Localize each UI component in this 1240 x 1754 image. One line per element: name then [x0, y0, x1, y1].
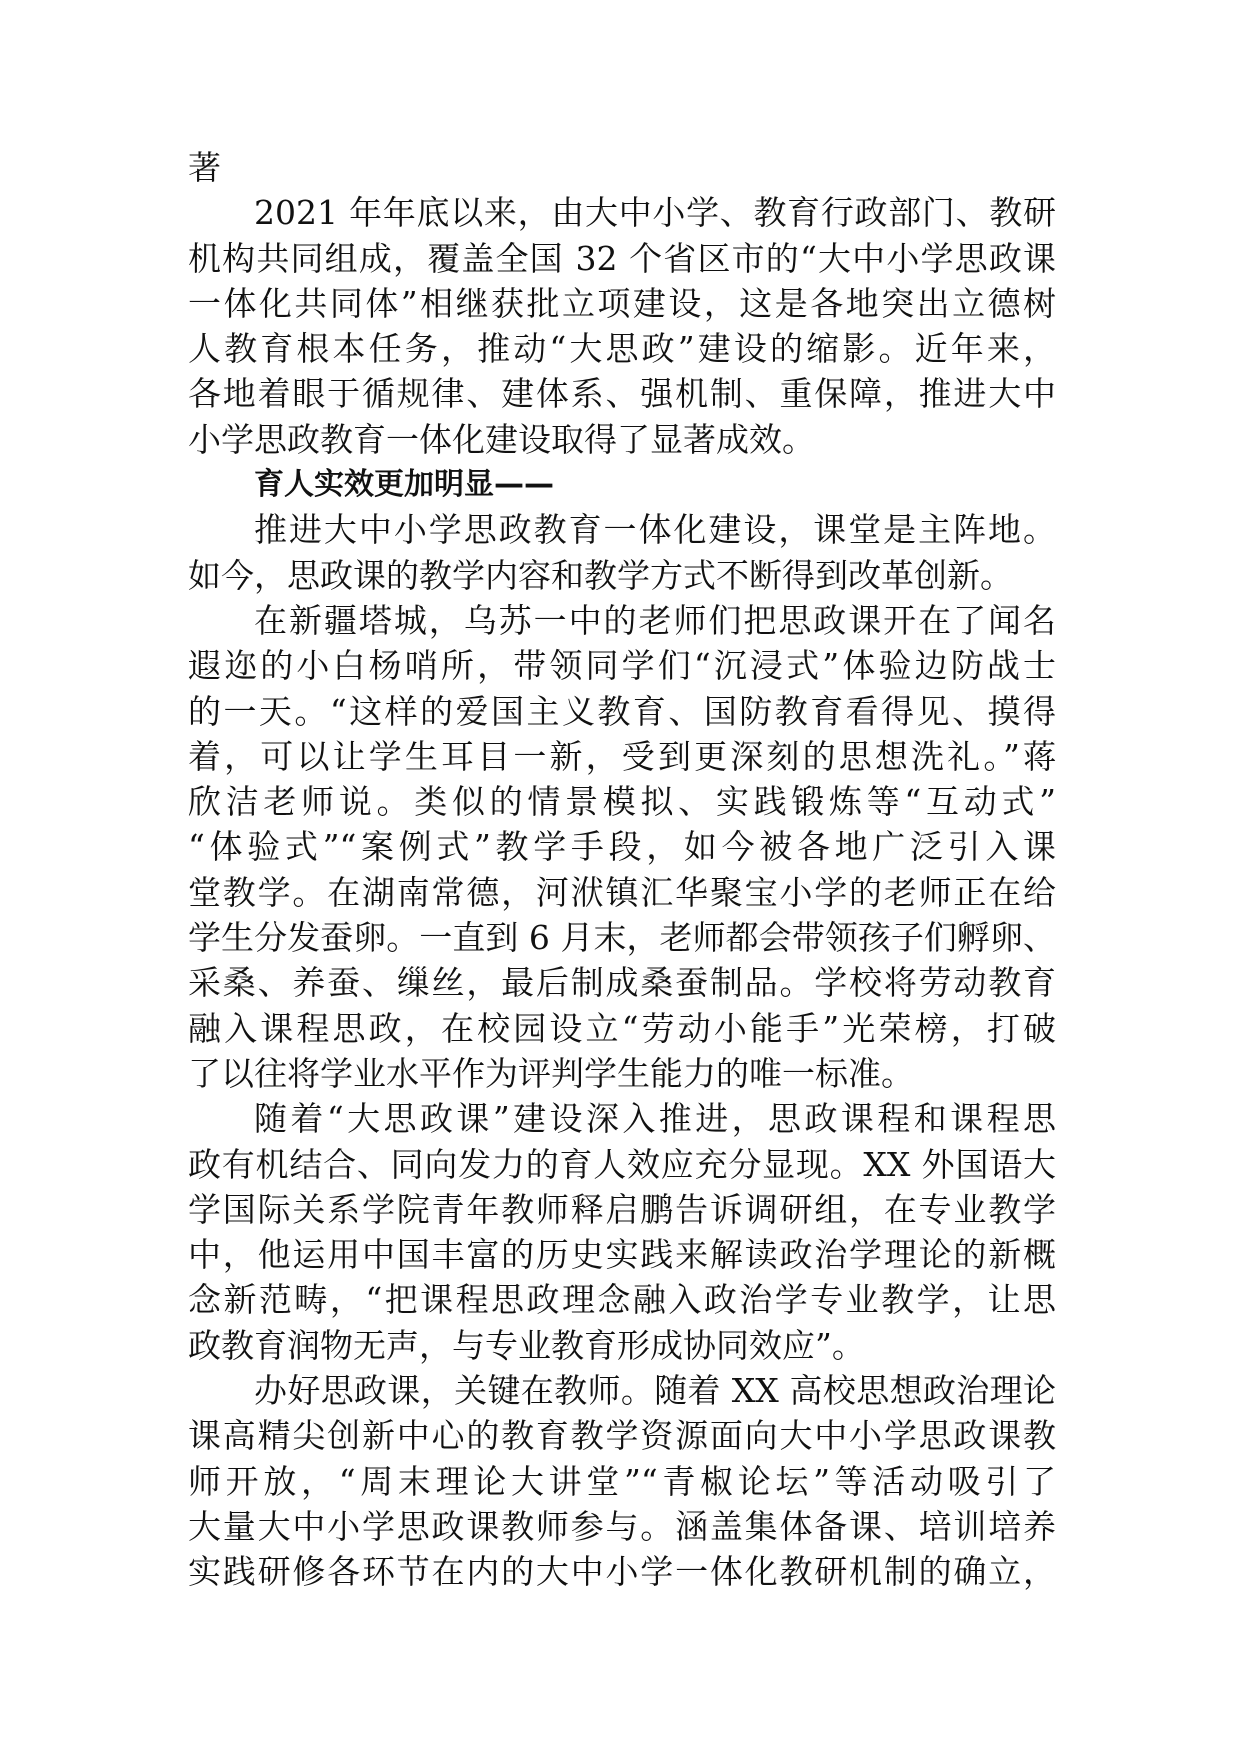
text-line: 政有机结合、同向发力的育人效应充分显现。XX 外国语大: [188, 1144, 1056, 1184]
text-line: 堂教学。在湖南常德，河洑镇汇华聚宝小学的老师正在给: [188, 872, 1056, 912]
text-line: 2021 年年底以来，由大中小学、教育行政部门、教研: [254, 193, 1056, 233]
text-line: 遐迩的小白杨哨所，带领同学们“沉浸式”体验边防战士: [188, 646, 1056, 686]
paragraph-big-ideology: [188, 1096, 1056, 1368]
text-line: 办好思政课，关键在教师。随着 XX 高校思想政治理论: [254, 1371, 1056, 1411]
text-line: 融入课程思政，在校园设立“劳动小能手”光荣榜，打破: [188, 1008, 1056, 1048]
text-line: 如今，思政课的教学内容和教学方式不断得到改革创新。: [188, 555, 1013, 595]
text-line: 人教育根本任务，推动“大思政”建设的缩影。近年来，: [188, 329, 1056, 369]
paragraph-xinjiang: [188, 598, 1056, 1096]
text-line: 欣洁老师说。类似的情景模拟、实践锻炼等“互动式”: [188, 782, 1056, 822]
section-heading: 育人实效更加明显——: [254, 467, 554, 503]
text-line: 师开放，“周末理论大讲堂”“青椒论坛”等活动吸引了: [188, 1461, 1056, 1501]
text-line: 在新疆塔城，乌苏一中的老师们把思政课开在了闻名: [254, 600, 1056, 640]
text-line: 随着“大思政课”建设深入推进，思政课程和课程思: [254, 1099, 1056, 1139]
fragment-line: 著: [188, 148, 221, 187]
text-line: 政教育润物无声，与专业教育形成协同效应”。: [188, 1325, 865, 1365]
text-line: 一体化共同体”相继获批立项建设，这是各地突出立德树: [188, 283, 1056, 323]
text-line: 中，他运用中国丰富的历史实践来解读政治学理论的新概: [188, 1235, 1056, 1275]
text-line: 实践研修各环节在内的大中小学一体化教研机制的确立，: [188, 1552, 1056, 1592]
text-line: 采桑、养蚕、缫丝，最后制成桑蚕制品。学校将劳动教育: [188, 963, 1056, 1003]
text-line: 了以往将学业水平作为评判学生能力的唯一标准。: [188, 1053, 914, 1093]
text-line: 学国际关系学院青年教师释启鹏告诉调研组，在专业教学: [188, 1189, 1056, 1229]
text-line: 的一天。“这样的爱国主义教育、国防教育看得见、摸得: [188, 691, 1056, 731]
text-line: 小学思政教育一体化建设取得了显著成效。: [188, 419, 815, 459]
text-line: “体验式”“案例式”教学手段，如今被各地广泛引入课: [188, 827, 1056, 867]
document-page: [188, 145, 1056, 1595]
text-line: 各地着眼于循规律、建体系、强机制、重保障，推进大中: [188, 374, 1056, 414]
text-line: 推进大中小学思政教育一体化建设，课堂是主阵地。: [254, 510, 1056, 550]
text-line: 念新范畴，“把课程思政理念融入政治学专业教学，让思: [188, 1280, 1056, 1320]
text-line: 学生分发蚕卵。一直到 6 月末，老师都会带领孩子们孵卵、: [188, 918, 1056, 958]
text-line: 课高精尖创新中心的教育教学资源面向大中小学思政课教: [188, 1416, 1056, 1456]
paragraph-teachers: [188, 1368, 1056, 1594]
text-line: 着，可以让学生耳目一新，受到更深刻的思想洗礼。”蒋: [188, 736, 1056, 776]
paragraph-intro: [188, 190, 1056, 462]
text-line: 机构共同组成，覆盖全国 32 个省区市的“大中小学思政课: [188, 238, 1056, 278]
paragraph-classroom: [188, 507, 1056, 598]
text-line: 大量大中小学思政课教师参与。涵盖集体备课、培训培养: [188, 1506, 1056, 1546]
